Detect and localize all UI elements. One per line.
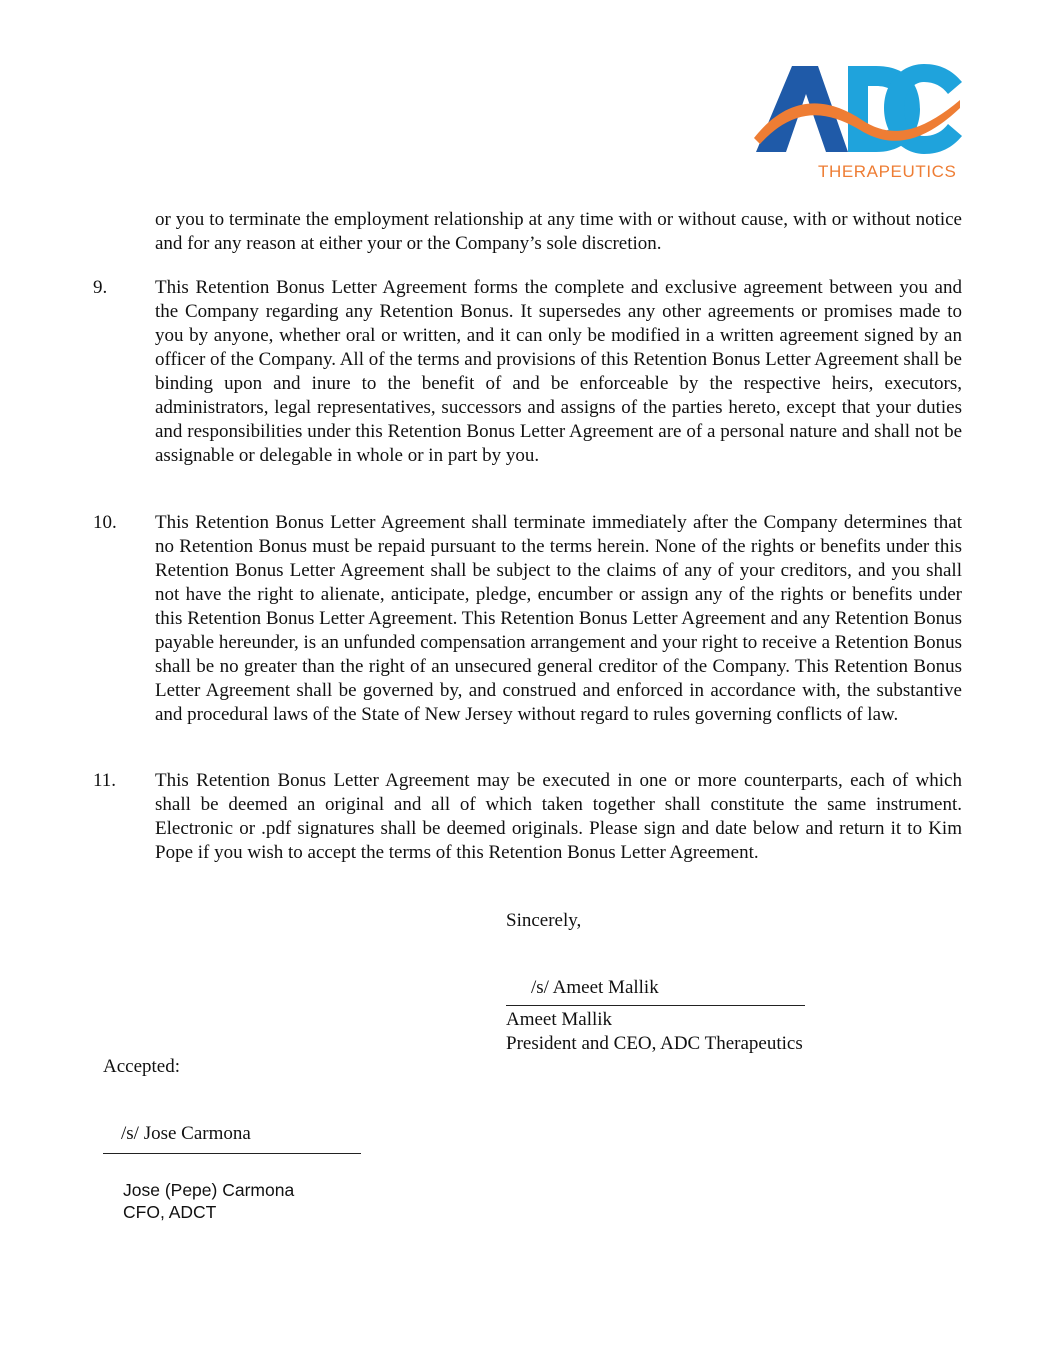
adc-logo-mark: [752, 60, 964, 160]
employee-title: CFO, ADCT: [123, 1202, 217, 1222]
clause-number: 10.: [93, 512, 117, 533]
company-signature: /s/ Ameet Mallik: [531, 977, 659, 998]
clause-text: This Retention Bonus Letter Agreement may be executed in one or more counterparts, each of which shall be deemed an original and all of which taken together shall constitute the same instrument. Electronic or .pdf signatures shall be deemed originals. Please sign and date below and return it to Kim Pope if you wish to accept the terms of this Retention Bonus Letter Agreement.: [155, 770, 962, 863]
company-signature-line: [506, 1005, 805, 1006]
employee-name: Jose (Pepe) Carmona: [123, 1180, 295, 1200]
clause-text: This Retention Bonus Letter Agreement shall terminate immediately after the Company determines that no Retention Bonus must be repaid pursuant to the terms herein. None of the rights or benefits under this Retention Bonus Letter Agreement shall be subject to the claims of any of your creditors, and you shall not have the right to alienate, anticipate, pledge, encumber or assign any of the rights or benefits under this Retention Bonus Letter Agreement. This Retention Bonus Letter Agreement and any Retention Bonus payable hereunder, is an unfunded compensation arrangement and your right to receive a Retention Bonus shall be no greater than the right of an unsecured general creditor of the Company. This Retention Bonus Letter Agreement shall be governed by, and construed and enforced in accordance with, the substantive and procedural laws of the State of New Jersey without regard to rules governing conflicts of law.: [155, 512, 963, 725]
continuation-paragraph: or you to terminate the employment relationship at any time with or without cause, with or without notice and for any reason at either your or the Company’s sole discretion.: [155, 209, 962, 254]
company-signer-name: Ameet Mallik: [506, 1009, 613, 1030]
clause-text: This Retention Bonus Letter Agreement forms the complete and exclusive agreement between you and the Company regarding any Retention Bonus. It supersedes any other agreements or promises made to you by anyone, whether oral or written, and it can only be modified in a written agreement signed by an officer of the Company. All of the terms and provisions of this Retention Bonus Letter Agreement shall be binding upon and inure to the benefit of and be enforceable by the respective heirs, executors, administrators, legal representatives, successors and assigns of the parties hereto, except that your duties and responsibilities under this Retention Bonus Letter Agreement are of a personal nature and shall not be assignable or delegable in whole or in part by you.: [155, 277, 962, 466]
adc-therapeutics-logo: [752, 60, 964, 186]
accepted-label: Accepted:: [103, 1056, 181, 1077]
logo-subtitle: THERAPEUTICS: [818, 162, 957, 181]
clause-number: 11.: [93, 770, 117, 791]
clause-number: 9.: [93, 277, 108, 298]
employee-signature: /s/ Jose Carmona: [121, 1123, 251, 1144]
employee-signature-line: [103, 1153, 361, 1154]
closing: Sincerely,: [506, 910, 582, 931]
company-signer-title: President and CEO, ADC Therapeutics: [506, 1033, 803, 1054]
